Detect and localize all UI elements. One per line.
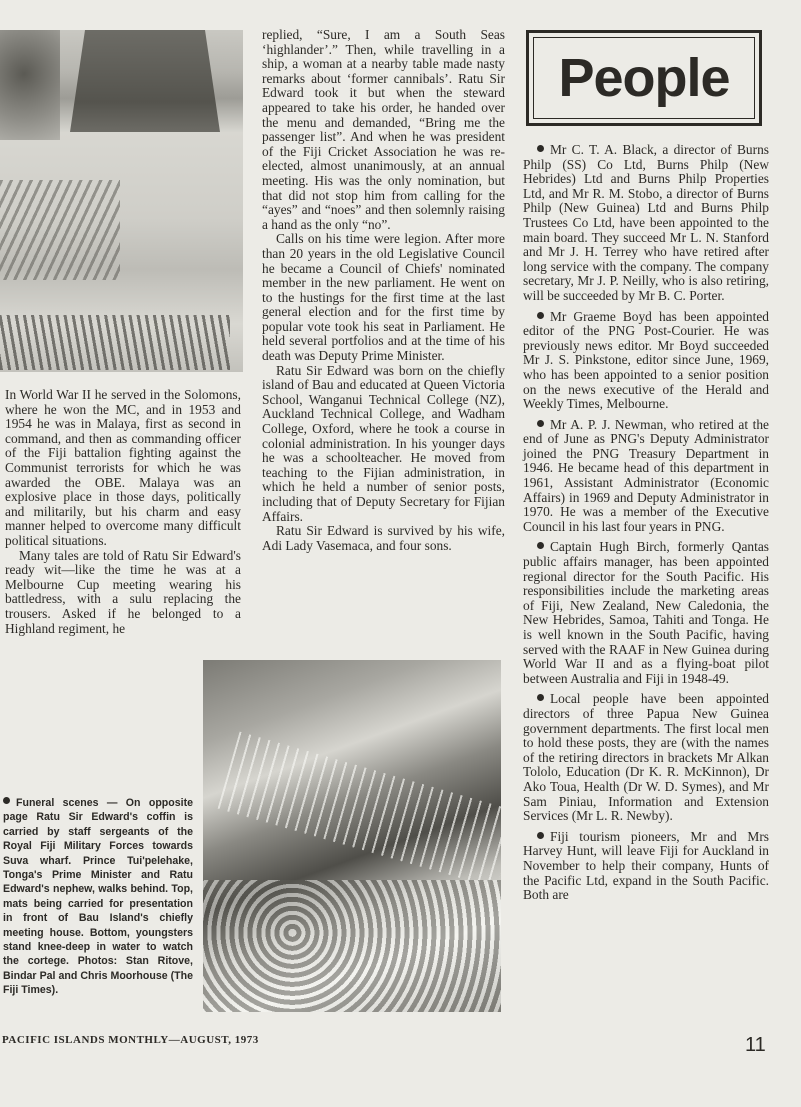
bullet-icon (537, 312, 544, 319)
article-column-left (5, 388, 241, 636)
people-item: Captain Hugh Birch, formerly Qantas public affairs manager, has been appointed regional director for the South Pacific. His responsibilities include the marketing areas of Fiji, New Zealand, New Caledonia, the New Hebrides, Samoa, Tahiti and Tonga. He is well known in the South Pacific, having served with the RAAF in New Guinea during World War II and as a flying-boat pilot between Australia and Fiji in 1948-49. (523, 539, 769, 686)
people-item: Fiji tourism pioneers, Mr and Mrs Harvey Hunt, will leave Fiji for Auckland in November to help their company, Hunts of the Pacific Ltd, expand in the South Pacific. Both are (523, 828, 769, 903)
page-footer: PACIFIC ISLANDS MONTHLY—AUGUST, 1973 (2, 1034, 259, 1046)
bullet-icon (537, 145, 544, 152)
paragraph: Many tales are told of Ratu Sir Edward's ready wit—like the time he was at a Melbourne Cup meeting wearing his battledress, with a sulu replacing the trousers. Asked if he belonged to a Highland regiment, he (5, 547, 241, 636)
article-column-middle (262, 28, 505, 553)
photo-procession-line (0, 180, 120, 280)
bullet-icon (3, 797, 10, 804)
photo-mat-carriers (0, 315, 230, 370)
section-title: People (558, 48, 730, 108)
paragraph: Calls on his time were legion. After more than 20 years in the old Legislative Council he became a Council of Chiefs' nominated member in the new parliament. He went on to the hustings for the first time at the last general election and for the first time by popular vote took his seat in Parliament. He held several portfolios and at the time of his death was Deputy Prime Minister. (262, 231, 505, 364)
page-number: 11 (745, 1034, 766, 1056)
people-column (523, 143, 769, 909)
bullet-icon (537, 694, 544, 701)
paragraph: Ratu Sir Edward was born on the chiefly island of Bau and educated at Queen Victoria School, Wanganui Technical College (NZ), Auckland Technical College, and Wadham College, Oxford, where he took a course in colonial administration. In his younger days he was a schoolteacher. He moved from teaching to the Fijian administration, in which he held a number of senior posts, including that of Deputy Secretary for Fijian Affairs. (262, 362, 505, 524)
bullet-icon (537, 832, 544, 839)
people-item: Mr A. P. J. Newman, who retired at the end of June as PNG's Deputy Administrator joined the PNG Treasury Department in 1946. He became head of this department in 1961, Assistant Administrator (Economic Affairs) in 1969 and Deputy Administrator in 1970. He was a member of the Executive Council in his last four years in PNG. (523, 416, 769, 534)
photo-meeting-house-mats (0, 30, 243, 372)
people-item: Local people have been appointed directors of three Papua New Guinea government departments. The first local men to hold these posts, they are (with the names of the retiring directors in brackets Mr Alkan Tololo, Education (Dr K. R. McKinnon), Dr Ako Toua, Health (Dr W. D. Symes), and Mr Sam Piniau, Information and Extension Services (Mr L. R. Newby). (523, 691, 769, 824)
paragraph: Ratu Sir Edward is survived by his wife, Adi Lady Vasemaca, and four sons. (262, 523, 505, 553)
photo-wharf-railing (218, 732, 501, 889)
section-title-box (526, 30, 762, 126)
paragraph: replied, “Sure, I am a South Seas ‘highlander’.” Then, while travelling in a ship, a woman at a nearby table made nasty remarks about ‘former cannibals’. Ratu Sir Edward took it but when the steward appeared to take his order, he handed over the menu and demanded, “Bring me the passenger list”. And when he was president of the Fiji Cricket Association he was re-elected, almost unanimously, at an annual meeting. His was the only nomination, but that did not stop him from calling for the “ayes” and “noes” and then solemnly raising a hand as the only “no”. (262, 27, 505, 232)
photo-tree-area (0, 30, 60, 140)
people-item: Mr C. T. A. Black, a director of Burns Philp (SS) Co Ltd, Burns Philp (New Hebrides) Ltd and Burns Philp Properties Ltd, and Mr R. M. Stobo, a director of Burns Philp (New Guinea) Ltd and Burns Philp Trustees Co Ltd, have been appointed to the main board. They succeed Mr L. N. Stanford and Mr J. H. Terrey who have retired after long service with the company. The company secretary, Mr J. P. Neilly, who is also retiring, will be succeeded by Mr B. C. Porter. (523, 142, 769, 303)
paragraph: In World War II he served in the Solomons, where he won the MC, and in 1953 and 1954 he was in Malaya, first as second in command, and then as commanding officer of the Fiji battalion fighting against the Communist terrorists for which he was awarded the OBE. Malaya was an explosive place in those days, politically and militarily, but his charm and easy manner helped to overcome many difficult political situations. (5, 387, 241, 548)
photo-meeting-house-roof (70, 30, 220, 150)
photo-youngsters (203, 880, 501, 1012)
bullet-icon (537, 420, 544, 427)
people-item: Mr Graeme Boyd has been appointed editor of the PNG Post-Courier. He was previously news editor. Mr Boyd succeeded Mr J. S. Pinkstone, editor since June, 1969, who has been appointed to a senior position on the news executive of the Herald and Weekly Times, Melbourne. (523, 308, 769, 412)
photo-caption: Funeral scenes — On opposite page Ratu Sir Edward's coffin is carried by staff sergeants of the Royal Fiji Military Forces towards Suva wharf. Prince Tui'pelehake, Tonga's Prime Minister and Ratu Edward's nephew, walks behind. Top, mats being carried for presentation in front of Bau Island's chiefly meeting house. Bottom, youngsters stand knee-deep in water to watch the cortege. Photos: Stan Ritove, Bindar Pal and Chris Moorhouse (The Fiji Times). (3, 797, 193, 997)
bullet-icon (537, 542, 544, 549)
photo-youngsters-in-water (203, 660, 501, 1012)
